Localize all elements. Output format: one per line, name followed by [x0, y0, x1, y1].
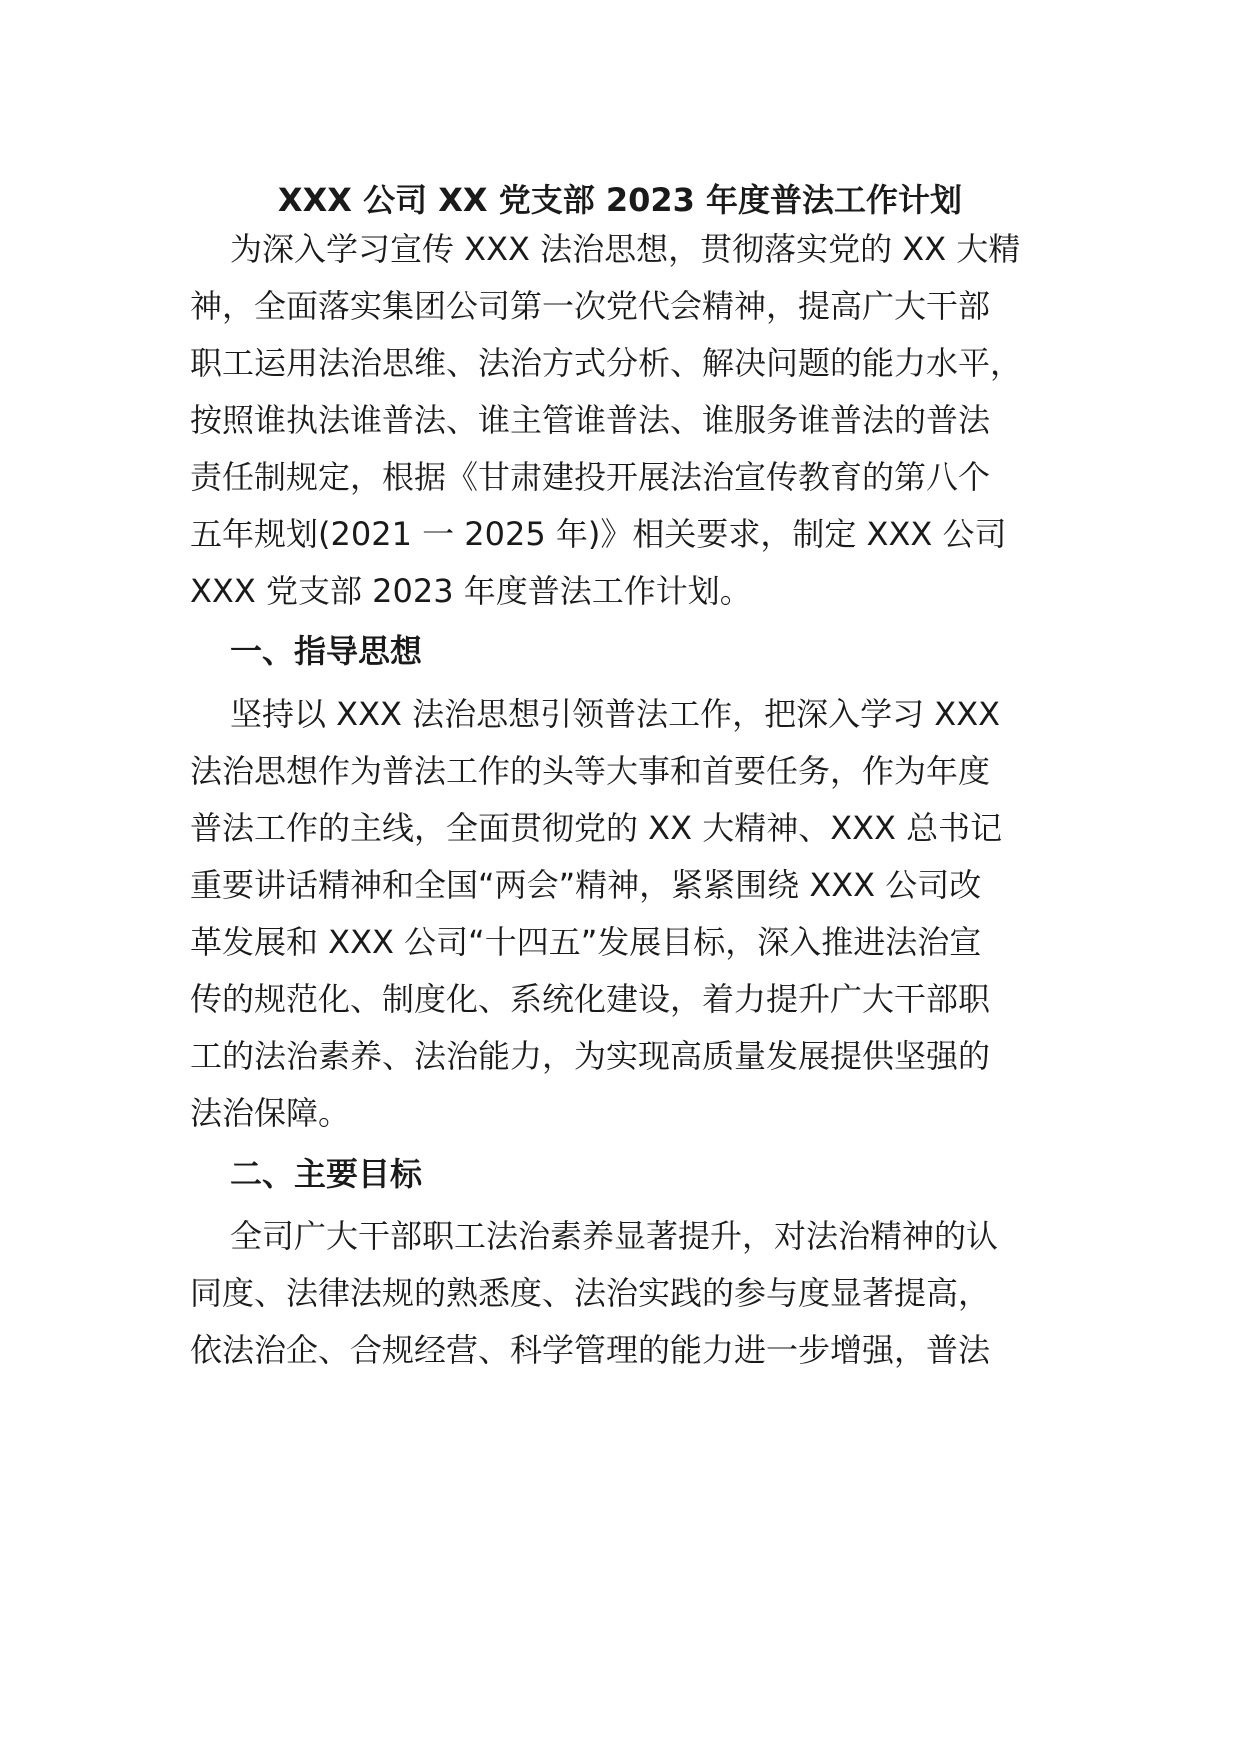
section1-line: 传的规范化、制度化、系统化建设，着力提升广大干部职 [190, 980, 991, 1018]
section1-line: 普法工作的主线，全面贯彻党的 XX 大精神、XXX 总书记 [190, 809, 1003, 847]
intro-line: 神，全面落实集团公司第一次党代会精神，提高广大干部 [190, 287, 991, 325]
section1-line: 法治思想作为普法工作的头等大事和首要任务，作为年度 [190, 752, 991, 790]
section-heading-guiding-ideology: 一、指导思想 [230, 632, 423, 670]
section1-line: 重要讲话精神和全国“两会”精神，紧紧围绕 XXX 公司改 [190, 866, 982, 904]
section1-line: 法治保障。 [190, 1094, 351, 1132]
section1-line: 工的法治素养、法治能力，为实现高质量发展提供坚强的 [190, 1037, 991, 1075]
intro-line: XXX 党支部 2023 年度普法工作计划。 [190, 572, 752, 610]
section2-line: 全司广大干部职工法治素养显著提升，对法治精神的认 [230, 1217, 999, 1255]
intro-line: 责任制规定，根据《甘肃建投开展法治宣传教育的第八个 [190, 458, 991, 496]
intro-line: 为深入学习宣传 XXX 法治思想，贯彻落实党的 XX 大精 [230, 230, 1021, 268]
section1-line: 坚持以 XXX 法治思想引领普法工作，把深入学习 XXX [230, 695, 1001, 733]
intro-line: 按照谁执法谁普法、谁主管谁普法、谁服务谁普法的普法 [190, 401, 991, 439]
document-title: XXX 公司 XX 党支部 2023 年度普法工作计划 [277, 181, 963, 219]
intro-line: 五年规划(2021 一 2025 年)》相关要求，制定 XXX 公司 [190, 515, 1007, 553]
section-heading-main-goals: 二、主要目标 [230, 1155, 423, 1193]
intro-line: 职工运用法治思维、法治方式分析、解决问题的能力水平， [190, 344, 1023, 382]
section2-line: 依法治企、合规经营、科学管理的能力进一步增强，普法 [190, 1331, 991, 1369]
section1-line: 革发展和 XXX 公司“十四五”发展目标，深入推进法治宣 [190, 923, 982, 961]
section2-line: 同度、法律法规的熟悉度、法治实践的参与度显著提高， [190, 1274, 991, 1312]
